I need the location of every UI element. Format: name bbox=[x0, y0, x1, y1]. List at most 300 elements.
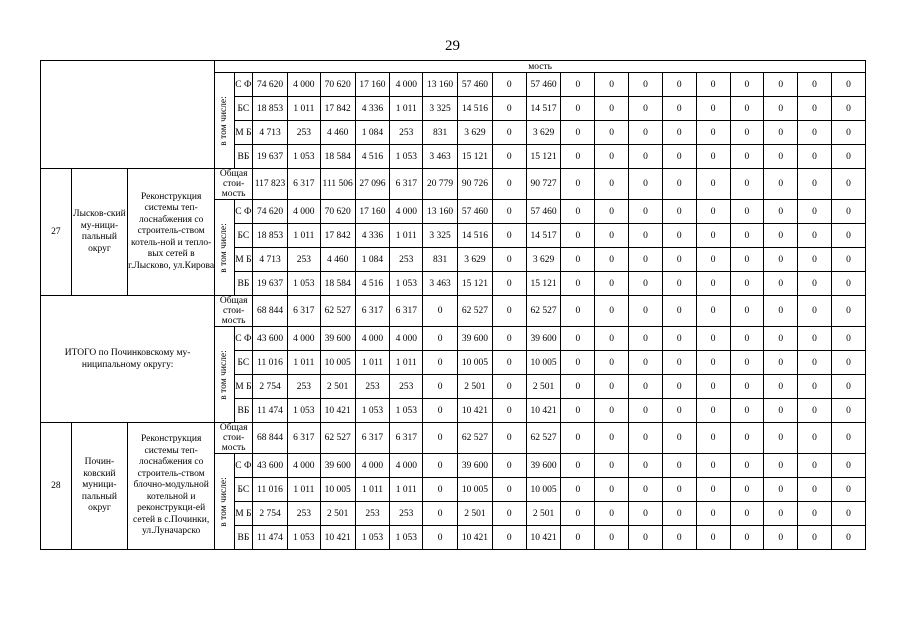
value-cell: 831 bbox=[423, 121, 458, 145]
value-cell: 1 053 bbox=[390, 272, 423, 296]
value-cell: 10 421 bbox=[526, 399, 561, 423]
value-cell: 0 bbox=[662, 248, 696, 272]
value-cell: 0 bbox=[595, 351, 629, 375]
value-cell: 0 bbox=[764, 97, 798, 121]
value-cell: 0 bbox=[561, 224, 595, 248]
value-cell: 0 bbox=[831, 248, 865, 272]
value-cell: 4 000 bbox=[355, 327, 390, 351]
value-cell: 0 bbox=[662, 423, 696, 454]
value-cell: 0 bbox=[662, 375, 696, 399]
value-cell: 0 bbox=[798, 296, 832, 327]
value-cell: 0 bbox=[492, 526, 526, 550]
value-cell: 0 bbox=[423, 351, 458, 375]
value-cell: 1 011 bbox=[390, 478, 423, 502]
value-cell: 253 bbox=[287, 502, 320, 526]
value-cell: 111 506 bbox=[320, 169, 355, 200]
value-cell: 70 620 bbox=[320, 73, 355, 97]
value-cell: 15 121 bbox=[457, 145, 492, 169]
value-cell: 253 bbox=[390, 121, 423, 145]
value-cell: 1 053 bbox=[287, 399, 320, 423]
value-cell: 0 bbox=[595, 169, 629, 200]
value-cell: 0 bbox=[764, 375, 798, 399]
value-cell: 0 bbox=[730, 97, 764, 121]
value-cell: 0 bbox=[561, 296, 595, 327]
value-cell: 0 bbox=[696, 121, 730, 145]
row-number: 27 bbox=[41, 169, 72, 296]
value-cell: 19 637 bbox=[253, 272, 288, 296]
value-cell: 0 bbox=[492, 375, 526, 399]
value-cell: 1 011 bbox=[390, 97, 423, 121]
value-cell: 0 bbox=[764, 296, 798, 327]
value-cell: 3 629 bbox=[457, 248, 492, 272]
value-cell: 0 bbox=[730, 375, 764, 399]
value-cell: 0 bbox=[730, 454, 764, 478]
value-cell: 0 bbox=[492, 327, 526, 351]
value-cell: 0 bbox=[561, 248, 595, 272]
value-cell: 15 121 bbox=[457, 272, 492, 296]
value-cell: 10 421 bbox=[320, 526, 355, 550]
value-cell: 1 053 bbox=[287, 145, 320, 169]
value-cell: 0 bbox=[492, 502, 526, 526]
value-cell: 1 084 bbox=[355, 121, 390, 145]
value-cell: 0 bbox=[798, 351, 832, 375]
value-cell: 0 bbox=[662, 169, 696, 200]
value-cell: 253 bbox=[390, 375, 423, 399]
value-cell: 0 bbox=[423, 327, 458, 351]
value-cell: 43 600 bbox=[253, 327, 288, 351]
value-cell: 0 bbox=[662, 454, 696, 478]
value-cell: 0 bbox=[662, 97, 696, 121]
value-cell: 0 bbox=[423, 454, 458, 478]
value-cell: 0 bbox=[764, 478, 798, 502]
source-label: С Ф bbox=[234, 327, 252, 351]
value-cell: 18 584 bbox=[320, 272, 355, 296]
value-cell: 62 527 bbox=[526, 423, 561, 454]
value-cell: 1 011 bbox=[287, 478, 320, 502]
value-cell: 0 bbox=[492, 73, 526, 97]
value-cell: 0 bbox=[595, 248, 629, 272]
value-cell: 10 005 bbox=[526, 351, 561, 375]
value-cell: 6 317 bbox=[287, 423, 320, 454]
source-label: ВБ bbox=[234, 399, 252, 423]
value-cell: 4 460 bbox=[320, 248, 355, 272]
value-cell: 253 bbox=[355, 375, 390, 399]
value-cell: 0 bbox=[696, 272, 730, 296]
value-cell: 0 bbox=[423, 423, 458, 454]
value-cell: 4 713 bbox=[253, 121, 288, 145]
value-cell: 0 bbox=[831, 145, 865, 169]
value-cell: 0 bbox=[423, 375, 458, 399]
value-cell: 0 bbox=[831, 121, 865, 145]
incl-label: в том числе: bbox=[215, 73, 234, 169]
total-label-partial: мость bbox=[215, 61, 866, 73]
value-cell: 0 bbox=[764, 200, 798, 224]
value-cell: 0 bbox=[561, 399, 595, 423]
value-cell: 0 bbox=[798, 73, 832, 97]
value-cell: 0 bbox=[798, 478, 832, 502]
value-cell: 43 600 bbox=[253, 454, 288, 478]
value-cell: 4 336 bbox=[355, 97, 390, 121]
source-label: М Б bbox=[234, 375, 252, 399]
value-cell: 1 053 bbox=[390, 399, 423, 423]
value-cell: 19 637 bbox=[253, 145, 288, 169]
source-label: ВБ bbox=[234, 145, 252, 169]
value-cell: 10 421 bbox=[526, 526, 561, 550]
value-cell: 0 bbox=[629, 478, 663, 502]
value-cell: 0 bbox=[561, 351, 595, 375]
value-cell: 3 325 bbox=[423, 97, 458, 121]
table-row bbox=[41, 296, 866, 327]
value-cell: 1 011 bbox=[390, 351, 423, 375]
value-cell: 0 bbox=[595, 375, 629, 399]
value-cell: 0 bbox=[629, 145, 663, 169]
value-cell: 74 620 bbox=[253, 200, 288, 224]
value-cell: 0 bbox=[831, 375, 865, 399]
value-cell: 0 bbox=[662, 224, 696, 248]
value-cell: 0 bbox=[629, 454, 663, 478]
value-cell: 0 bbox=[798, 97, 832, 121]
value-cell: 27 096 bbox=[355, 169, 390, 200]
value-cell: 57 460 bbox=[457, 73, 492, 97]
project-name: Реконструкция системы теп-лоснабжения со строитель-ством блочно-модульной котельной и реконструкци-ей сетей в с.Починки, ул.Луначарско bbox=[128, 423, 215, 550]
value-cell: 57 460 bbox=[526, 73, 561, 97]
value-cell: 0 bbox=[492, 248, 526, 272]
financing-table bbox=[40, 60, 866, 550]
value-cell: 3 463 bbox=[423, 272, 458, 296]
value-cell: 6 317 bbox=[355, 423, 390, 454]
value-cell: 11 474 bbox=[253, 526, 288, 550]
value-cell: 0 bbox=[561, 169, 595, 200]
value-cell: 62 527 bbox=[320, 296, 355, 327]
value-cell: 1 053 bbox=[287, 526, 320, 550]
value-cell: 0 bbox=[696, 502, 730, 526]
value-cell: 0 bbox=[595, 502, 629, 526]
value-cell: 3 629 bbox=[526, 121, 561, 145]
value-cell: 0 bbox=[492, 169, 526, 200]
value-cell: 6 317 bbox=[390, 296, 423, 327]
value-cell: 0 bbox=[831, 478, 865, 502]
value-cell: 0 bbox=[595, 272, 629, 296]
value-cell: 0 bbox=[696, 169, 730, 200]
value-cell: 0 bbox=[764, 327, 798, 351]
value-cell: 4 000 bbox=[287, 73, 320, 97]
value-cell: 253 bbox=[287, 121, 320, 145]
source-label: БС bbox=[234, 351, 252, 375]
source-label: ВБ bbox=[234, 272, 252, 296]
value-cell: 0 bbox=[764, 169, 798, 200]
value-cell: 0 bbox=[798, 145, 832, 169]
value-cell: 4 460 bbox=[320, 121, 355, 145]
value-cell: 4 000 bbox=[390, 454, 423, 478]
value-cell: 0 bbox=[662, 526, 696, 550]
total-label: Общая стои-мость bbox=[215, 169, 253, 200]
table-row bbox=[41, 169, 866, 200]
value-cell: 0 bbox=[831, 200, 865, 224]
value-cell: 0 bbox=[595, 200, 629, 224]
value-cell: 0 bbox=[492, 200, 526, 224]
value-cell: 0 bbox=[730, 399, 764, 423]
source-label: М Б bbox=[234, 248, 252, 272]
value-cell: 0 bbox=[595, 423, 629, 454]
value-cell: 4 000 bbox=[287, 327, 320, 351]
value-cell: 0 bbox=[561, 454, 595, 478]
value-cell: 4 000 bbox=[287, 454, 320, 478]
value-cell: 2 501 bbox=[320, 375, 355, 399]
value-cell: 0 bbox=[831, 502, 865, 526]
value-cell: 13 160 bbox=[423, 200, 458, 224]
value-cell: 0 bbox=[831, 327, 865, 351]
value-cell: 62 527 bbox=[457, 296, 492, 327]
value-cell: 0 bbox=[662, 272, 696, 296]
value-cell: 0 bbox=[662, 200, 696, 224]
value-cell: 0 bbox=[629, 351, 663, 375]
value-cell: 0 bbox=[662, 296, 696, 327]
value-cell: 0 bbox=[595, 296, 629, 327]
value-cell: 57 460 bbox=[457, 200, 492, 224]
value-cell: 6 317 bbox=[390, 423, 423, 454]
value-cell: 0 bbox=[629, 224, 663, 248]
value-cell: 0 bbox=[561, 478, 595, 502]
value-cell: 1 011 bbox=[287, 351, 320, 375]
itogo-label: ИТОГО по Починковскому му-ниципальному округу: bbox=[41, 296, 215, 423]
value-cell: 0 bbox=[798, 169, 832, 200]
value-cell: 0 bbox=[595, 73, 629, 97]
value-cell: 17 842 bbox=[320, 224, 355, 248]
value-cell: 0 bbox=[730, 423, 764, 454]
value-cell: 0 bbox=[798, 375, 832, 399]
value-cell: 2 501 bbox=[457, 502, 492, 526]
value-cell: 17 160 bbox=[355, 73, 390, 97]
value-cell: 17 842 bbox=[320, 97, 355, 121]
project-name: Реконструкция системы теп-лоснабжения со строитель-ством котель-ной и тепло-вых сетей в г.Лысково, ул.Кирова bbox=[128, 169, 215, 296]
value-cell: 253 bbox=[390, 502, 423, 526]
source-label: БС bbox=[234, 224, 252, 248]
table-row bbox=[41, 61, 866, 73]
value-cell: 62 527 bbox=[457, 423, 492, 454]
value-cell: 68 844 bbox=[253, 296, 288, 327]
value-cell: 1 011 bbox=[287, 224, 320, 248]
value-cell: 10 005 bbox=[320, 478, 355, 502]
value-cell: 10 421 bbox=[457, 526, 492, 550]
value-cell: 2 501 bbox=[526, 375, 561, 399]
value-cell: 0 bbox=[629, 169, 663, 200]
value-cell: 6 317 bbox=[355, 296, 390, 327]
value-cell: 0 bbox=[492, 97, 526, 121]
value-cell: 0 bbox=[764, 454, 798, 478]
value-cell: 0 bbox=[798, 526, 832, 550]
value-cell: 0 bbox=[730, 272, 764, 296]
value-cell: 0 bbox=[595, 224, 629, 248]
value-cell: 0 bbox=[629, 272, 663, 296]
value-cell: 1 011 bbox=[355, 478, 390, 502]
value-cell: 11 474 bbox=[253, 399, 288, 423]
value-cell: 0 bbox=[696, 454, 730, 478]
row-number: 28 bbox=[41, 423, 72, 550]
value-cell: 0 bbox=[730, 502, 764, 526]
value-cell: 0 bbox=[629, 399, 663, 423]
value-cell: 39 600 bbox=[457, 454, 492, 478]
value-cell: 2 501 bbox=[320, 502, 355, 526]
value-cell: 10 005 bbox=[320, 351, 355, 375]
value-cell: 0 bbox=[696, 423, 730, 454]
value-cell: 4 516 bbox=[355, 145, 390, 169]
value-cell: 0 bbox=[831, 169, 865, 200]
value-cell: 14 517 bbox=[526, 97, 561, 121]
source-label: С Ф bbox=[234, 200, 252, 224]
value-cell: 0 bbox=[629, 73, 663, 97]
value-cell: 1 053 bbox=[355, 399, 390, 423]
value-cell: 0 bbox=[764, 399, 798, 423]
value-cell: 1 011 bbox=[287, 97, 320, 121]
value-cell: 10 005 bbox=[526, 478, 561, 502]
value-cell: 0 bbox=[831, 73, 865, 97]
value-cell: 0 bbox=[423, 399, 458, 423]
value-cell: 0 bbox=[696, 200, 730, 224]
value-cell: 1 053 bbox=[355, 526, 390, 550]
value-cell: 253 bbox=[390, 248, 423, 272]
value-cell: 4 000 bbox=[390, 73, 423, 97]
incl-label: в том числе: bbox=[215, 327, 234, 423]
value-cell: 0 bbox=[595, 327, 629, 351]
value-cell: 1 084 bbox=[355, 248, 390, 272]
value-cell: 15 121 bbox=[526, 145, 561, 169]
value-cell: 0 bbox=[764, 224, 798, 248]
value-cell: 0 bbox=[764, 145, 798, 169]
value-cell: 0 bbox=[696, 351, 730, 375]
value-cell: 0 bbox=[831, 423, 865, 454]
value-cell: 0 bbox=[595, 478, 629, 502]
value-cell: 11 016 bbox=[253, 478, 288, 502]
value-cell: 0 bbox=[696, 145, 730, 169]
value-cell: 0 bbox=[629, 327, 663, 351]
value-cell: 0 bbox=[595, 97, 629, 121]
value-cell: 0 bbox=[423, 296, 458, 327]
value-cell: 0 bbox=[764, 73, 798, 97]
value-cell: 0 bbox=[764, 351, 798, 375]
value-cell: 0 bbox=[561, 272, 595, 296]
source-label: М Б bbox=[234, 121, 252, 145]
value-cell: 39 600 bbox=[320, 327, 355, 351]
value-cell: 3 629 bbox=[526, 248, 561, 272]
value-cell: 0 bbox=[696, 296, 730, 327]
value-cell: 10 005 bbox=[457, 478, 492, 502]
value-cell: 0 bbox=[595, 399, 629, 423]
value-cell: 0 bbox=[730, 121, 764, 145]
value-cell: 0 bbox=[492, 423, 526, 454]
value-cell: 2 754 bbox=[253, 375, 288, 399]
municipality-name: Лысков-ский му-ници-пальный округ bbox=[71, 169, 127, 296]
source-label: М Б bbox=[234, 502, 252, 526]
incl-label: в том числе: bbox=[215, 454, 234, 550]
value-cell: 0 bbox=[730, 351, 764, 375]
value-cell: 0 bbox=[662, 327, 696, 351]
value-cell: 17 160 bbox=[355, 200, 390, 224]
value-cell: 0 bbox=[798, 399, 832, 423]
value-cell: 0 bbox=[831, 351, 865, 375]
value-cell: 4 000 bbox=[390, 200, 423, 224]
value-cell: 13 160 bbox=[423, 73, 458, 97]
value-cell: 0 bbox=[730, 73, 764, 97]
value-cell: 10 421 bbox=[457, 399, 492, 423]
value-cell: 0 bbox=[730, 169, 764, 200]
value-cell: 4 000 bbox=[390, 327, 423, 351]
value-cell: 0 bbox=[696, 399, 730, 423]
value-cell: 0 bbox=[662, 502, 696, 526]
value-cell: 0 bbox=[561, 423, 595, 454]
value-cell: 4 000 bbox=[287, 200, 320, 224]
table-row bbox=[41, 423, 866, 454]
value-cell: 2 501 bbox=[526, 502, 561, 526]
value-cell: 0 bbox=[561, 200, 595, 224]
value-cell: 10 421 bbox=[320, 399, 355, 423]
value-cell: 0 bbox=[798, 248, 832, 272]
page-number: 29 bbox=[445, 38, 460, 54]
value-cell: 0 bbox=[561, 526, 595, 550]
value-cell: 0 bbox=[764, 526, 798, 550]
value-cell: 6 317 bbox=[287, 169, 320, 200]
value-cell: 0 bbox=[492, 272, 526, 296]
value-cell: 0 bbox=[764, 248, 798, 272]
value-cell: 0 bbox=[662, 478, 696, 502]
value-cell: 0 bbox=[629, 423, 663, 454]
value-cell: 39 600 bbox=[457, 327, 492, 351]
value-cell: 0 bbox=[492, 145, 526, 169]
value-cell: 90 726 bbox=[457, 169, 492, 200]
value-cell: 2 501 bbox=[457, 375, 492, 399]
value-cell: 14 516 bbox=[457, 224, 492, 248]
value-cell: 0 bbox=[595, 145, 629, 169]
value-cell: 0 bbox=[798, 121, 832, 145]
value-cell: 0 bbox=[423, 478, 458, 502]
value-cell: 57 460 bbox=[526, 200, 561, 224]
total-label: Общая стои-мость bbox=[215, 423, 253, 454]
value-cell: 0 bbox=[764, 121, 798, 145]
value-cell: 0 bbox=[662, 73, 696, 97]
value-cell: 0 bbox=[730, 478, 764, 502]
value-cell: 0 bbox=[696, 375, 730, 399]
value-cell: 0 bbox=[423, 502, 458, 526]
value-cell: 253 bbox=[287, 375, 320, 399]
value-cell: 0 bbox=[492, 121, 526, 145]
value-cell: 0 bbox=[696, 327, 730, 351]
value-cell: 0 bbox=[561, 502, 595, 526]
value-cell: 0 bbox=[696, 73, 730, 97]
continued-cell bbox=[41, 61, 215, 169]
value-cell: 0 bbox=[629, 502, 663, 526]
value-cell: 0 bbox=[629, 97, 663, 121]
value-cell: 0 bbox=[492, 399, 526, 423]
value-cell: 0 bbox=[831, 526, 865, 550]
value-cell: 0 bbox=[798, 327, 832, 351]
value-cell: 0 bbox=[423, 526, 458, 550]
value-cell: 39 600 bbox=[320, 454, 355, 478]
value-cell: 39 600 bbox=[526, 327, 561, 351]
value-cell: 0 bbox=[561, 121, 595, 145]
value-cell: 0 bbox=[662, 121, 696, 145]
value-cell: 0 bbox=[730, 200, 764, 224]
value-cell: 0 bbox=[798, 454, 832, 478]
value-cell: 0 bbox=[696, 97, 730, 121]
value-cell: 0 bbox=[629, 375, 663, 399]
value-cell: 10 005 bbox=[457, 351, 492, 375]
value-cell: 0 bbox=[492, 478, 526, 502]
value-cell: 0 bbox=[629, 121, 663, 145]
value-cell: 0 bbox=[831, 97, 865, 121]
source-label: С Ф bbox=[234, 454, 252, 478]
value-cell: 0 bbox=[730, 145, 764, 169]
value-cell: 0 bbox=[831, 224, 865, 248]
value-cell: 0 bbox=[561, 73, 595, 97]
